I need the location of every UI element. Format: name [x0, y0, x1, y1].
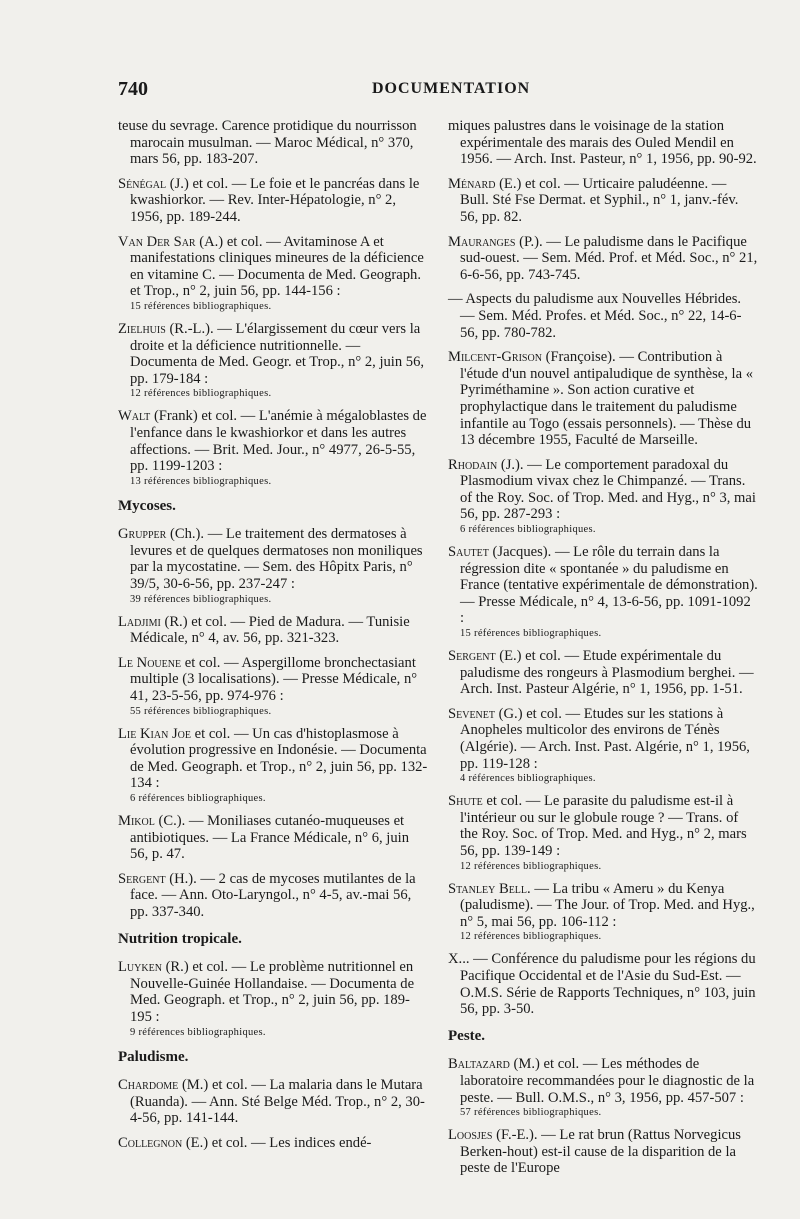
entry-references-count: 12 références bibliographiques. [460, 931, 602, 943]
bibliography-entry [448, 951, 758, 1017]
entry-text: (G.) et col. — Etudes sur les stations à Anopheles multicolor des environs de Ténès (Algérie). — Arch. Inst. Past. Algérie, n° 1, 1956, pp. 119-128 : [460, 705, 750, 772]
entry-author: Baltazard [448, 1056, 510, 1073]
entry-author: Stanley Bell [448, 880, 528, 897]
entry-author: Rhodain [448, 456, 498, 473]
bibliography-entry [118, 408, 428, 487]
entry-text: et col. — Le parasite du paludisme est-il à l'intérieur ou sur le globule rouge ? — Trans. of the Roy. Soc. of Trop. Med. and Hyg., n° 2, mars 56, pp. 139-149 : [460, 793, 747, 859]
bibliography-entry [448, 457, 758, 536]
running-title: DOCUMENTATION [372, 80, 531, 97]
entry-author: Grupper [118, 526, 167, 543]
bibliography-entry [118, 871, 428, 921]
entry-text: (J.). — Le comportement paradoxal du Plasmodium vivax chez le Chimpanzé. — Trans. of the Roy. Soc. of Trop. Med. and Hyg., n° 3, mai 56, pp. 287-293 : [460, 456, 756, 523]
bibliography-entry [118, 959, 428, 1038]
entry-text: (R.) et col. — Le problème nutritionnel en Nouvelle-Guinée Hollandaise. — Documenta de Med. Geograph. et Trop., n° 2, juin 56, pp. 189-195 : [130, 959, 415, 1025]
entry-references-count: 13 références bibliographiques. [130, 475, 272, 487]
entry-references-count: 4 références bibliographiques. [460, 773, 596, 785]
entry-author: Chardome [118, 1077, 179, 1094]
section-heading: Peste. [448, 1027, 486, 1044]
bibliography-entry [448, 544, 758, 640]
entry-author: Lie Kian Joe [118, 725, 191, 742]
section-heading: Paludisme. [118, 1048, 189, 1065]
bibliography-entry [448, 1056, 758, 1119]
entry-references-count: 55 références bibliographiques. [130, 705, 272, 717]
entry-text: (R.-L.). — L'élargissement du cœur vers la droite et la déficience nutritionnelle. — Documenta de Med. Geogr. et Trop., n° 2, juin 56, pp. 179-184 : [130, 320, 425, 387]
entry-author: Luyken [118, 959, 162, 976]
bibliography-entry [448, 648, 758, 698]
entry-author: Sergent [118, 870, 166, 887]
entry-text: (H.). — 2 cas de mycoses mutilantes de la face. — Ann. Oto-Laryngol., n° 4-5, av.-mai 56, pp. 337-340. [130, 870, 416, 920]
entry-author: Walt [118, 408, 151, 425]
entry-references-count: 39 références bibliographiques. [130, 593, 272, 605]
entry-references-count: 6 références bibliographiques. [460, 524, 596, 536]
entry-text: (Frank) et col. — L'anémie à mégaloblastes de l'enfance dans le kwashiorkor et dans les autres affections. — Brit. Med. Jour., n° 4977, 26-5-55, pp. 1199-1203 : [130, 408, 427, 475]
bibliography-entry [448, 881, 758, 944]
entry-author: Sénégal [118, 175, 167, 192]
page-header [118, 78, 531, 102]
entry-author: Collegnon [118, 1134, 183, 1151]
bibliography-entry [118, 614, 428, 647]
entry-author: Van Der Sar [118, 233, 196, 250]
entry-text: miques palustres dans le voisinage de la station expérimentale des marais des Ouled Mendil en 1956. — Arch. Inst. Pasteur, n° 1, 1956, pp. 90-92. [448, 118, 757, 168]
entry-author: Mauranges [448, 233, 516, 250]
bibliography-entry [118, 813, 428, 863]
right-column [448, 118, 758, 1185]
entry-text: (E.) et col. — Etude expérimentale du paludisme des rongeurs à Plasmodium berghei. — Arch. Inst. Pasteur Algérie, n° 1, 1956, pp. 1-51. [460, 648, 754, 698]
entry-text: (Jacques). — Le rôle du terrain dans la régression dite « spontanée » du paludisme en France (tentative expérimentale de démonstration). — Presse Médicale, n° 4, 13-6-56, pp. 1091-1092 : [460, 544, 758, 627]
entry-text: (M.) et col. — La malaria dans le Mutara (Ruanda). — Ann. Sté Belge Méd. Trop., n° 2, 30-4-56, pp. 141-144. [130, 1077, 425, 1127]
entry-text: (C.). — Moniliases cutanéo-muqueuses et antibiotiques. — La France Médicale, n° 6, juin 56, p. 47. [130, 813, 409, 863]
bibliography-entry [118, 655, 428, 718]
page-number: 740 [118, 78, 148, 100]
entry-text: (P.). — Le paludisme dans le Pacifique sud-ouest. — Sem. Méd. Prof. et Méd. Soc., n° 21, 6-6-56, pp. 743-745. [460, 233, 758, 283]
bibliography-entry [118, 526, 428, 605]
entry-text: et col. — Un cas d'histoplasmose à évolution progressive en Indonésie. — Documenta de Med. Geograph. et Trop., n° 2, juin 56, pp. 132-134 : [130, 725, 428, 792]
entry-text: (M.) et col. — Les méthodes de laboratoire recommandées pour le diagnostic de la peste. — Bull. O.M.S., n° 3, 1956, pp. 457-507 : [460, 1056, 755, 1106]
bibliography-entry [448, 706, 758, 785]
entry-author: Le Nouene [118, 654, 182, 671]
bibliography-entry [118, 1077, 428, 1127]
bibliography-entry [448, 349, 758, 449]
bibliography-entry [448, 176, 758, 226]
entry-text: . — La tribu « Ameru » du Kenya (paludisme). — The Jour. of Trop. Med. and Hyg., n° 5, mai 56, pp. 106-112 : [460, 880, 755, 930]
bibliography-entry [448, 291, 758, 341]
entry-author: Zielhuis [118, 320, 166, 337]
entry-author: Ménard [448, 175, 496, 192]
entry-text: et col. — Aspergillome bronchectasiant multiple (3 localisations). — Presse Médicale, n° 41, 23-5-56, pp. 974-976 : [130, 654, 418, 705]
entry-text: — Aspects du paludisme aux Nouvelles Hébrides. — Sem. Méd. Profes. et Méd. Soc., n° 22, 14-6-56, pp. 780-782. [448, 291, 742, 341]
entry-text: (E.) et col. — Les indices endé- [182, 1134, 372, 1151]
entry-text: X... — Conférence du paludisme pour les régions du Pacifique Occidental et de l'Asie du Sud-Est. — O.M.S. Série de Rapports Techniques, n° 103, juin 56, pp. 3-50. [448, 951, 756, 1018]
entry-references-count: 15 références bibliographiques. [460, 628, 602, 640]
bibliography-entry [118, 234, 428, 313]
entry-text: (Françoise). — Contribution à l'étude d'un nouvel antipaludique de synthèse, la « Pyriméthamine ». Son action curative et prophylactique dans le traitement du paludisme infantile au Togo (essais personnels). — Thèse du 13 décembre 1955, Faculté de Marseille. [460, 349, 754, 449]
entry-text: (E.) et col. — Urticaire paludéenne. — Bull. Sté Fse Dermat. et Syphil., n° 1, janv.-fév. 56, pp. 82. [460, 175, 739, 225]
left-column [118, 118, 428, 1160]
bibliography-entry [118, 118, 428, 168]
entry-references-count: 6 références bibliographiques. [130, 793, 266, 804]
bibliography-entry [118, 726, 428, 805]
entry-author: Milcent-Grison [448, 349, 542, 366]
entry-references-count: 57 références bibliographiques. [460, 1107, 602, 1119]
entry-text: (J.) et col. — Le foie et le pancréas dans le kwashiorkor. — Rev. Inter-Hépatologie, n° 2, 1956, pp. 189-244. [130, 175, 420, 225]
entry-references-count: 9 références bibliographiques. [130, 1026, 266, 1038]
entry-text: (A.) et col. — Avitaminose A et manifestations cliniques mineures de la déficience en vitamine C. — Documenta de Med. Geograph. et Trop., n° 2, juin 56, pp. 144-156 : [130, 233, 424, 300]
section-heading: Nutrition tropicale. [118, 930, 242, 947]
bibliography-entry [448, 793, 758, 872]
bibliography-entry [118, 321, 428, 400]
entry-author: Loosjes [448, 1127, 493, 1144]
entry-author: Sautet [448, 544, 489, 561]
bibliography-entry [448, 1127, 758, 1177]
entry-text: (F.-E.). — Le rat brun (Rattus Norvegicus Berken-hout) est-il cause de la disparition de la peste de l'Europe [460, 1127, 741, 1177]
entry-author: Mikol [118, 813, 155, 829]
bibliography-entry [448, 118, 758, 168]
entry-references-count: 12 références bibliographiques. [130, 388, 272, 400]
bibliography-entry [118, 1135, 428, 1152]
bibliography-entry [118, 176, 428, 226]
bibliography-entry [448, 234, 758, 284]
entry-text: (Ch.). — Le traitement des dermatoses à levures et de quelques dermatoses non moniliques par la mycostatine. — Sem. des Hôpitx Paris, n° 39/5, 30-6-56, pp. 237-247 : [130, 526, 423, 593]
section-heading: Mycoses. [118, 497, 176, 514]
entry-author: Sevenet [448, 705, 495, 722]
entry-author: Ladjimi [118, 613, 161, 630]
entry-references-count: 12 références bibliographiques. [460, 860, 602, 872]
entry-text: (R.) et col. — Pied de Madura. — Tunisie Médicale, n° 4, av. 56, pp. 321-323. [130, 613, 410, 647]
entry-text: teuse du sevrage. Carence protidique du nourrisson marocain musulman. — Maroc Médical, n° 370, mars 56, pp. 183-207. [118, 118, 417, 168]
entry-author: Sergent [448, 648, 496, 665]
entry-author: Shute [448, 793, 483, 810]
entry-references-count: 15 références bibliographiques. [130, 300, 272, 312]
